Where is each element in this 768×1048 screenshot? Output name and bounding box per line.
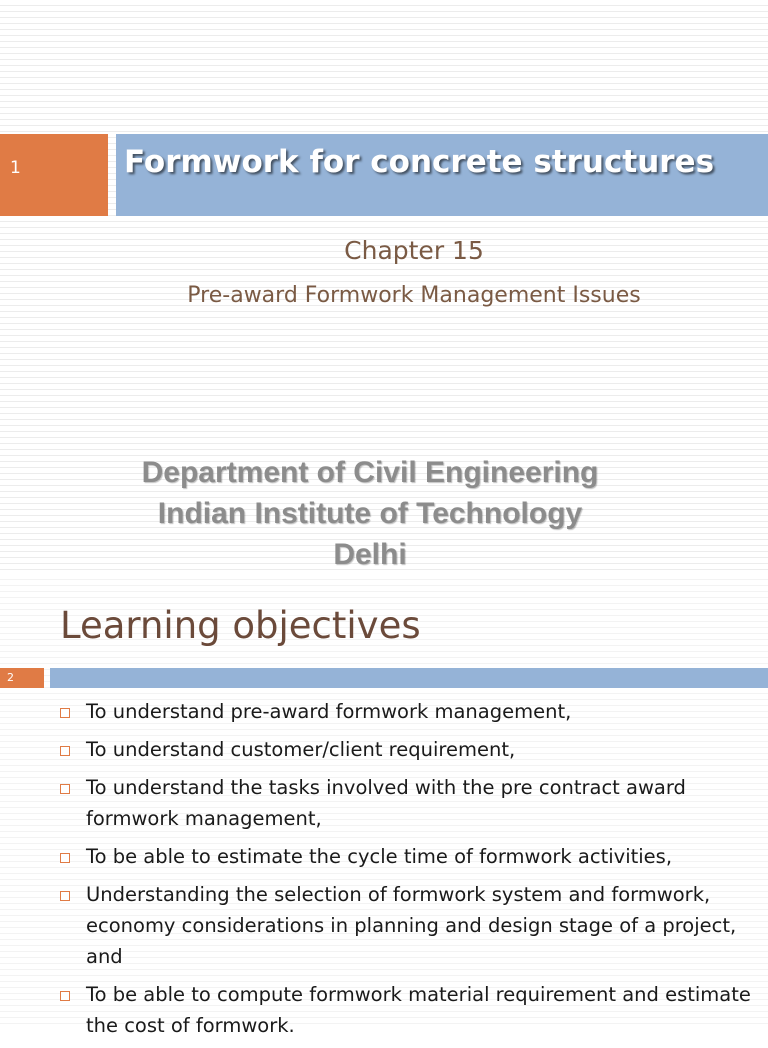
list-item-text: Understanding the selection of formwork system and formwork, economy considerations in planning and design stage of a project, and xyxy=(86,883,737,968)
list-item xyxy=(60,734,760,765)
list-item xyxy=(60,841,760,872)
institute-line: Indian Institute of Technology xyxy=(157,497,583,530)
hollow-square-icon xyxy=(60,891,70,901)
slide-number: 1 xyxy=(10,158,21,178)
objectives-list xyxy=(60,696,760,1048)
title-bar xyxy=(50,668,768,688)
hollow-square-icon xyxy=(60,853,70,863)
slide-title: Formwork for concrete structures xyxy=(124,144,715,180)
slide-number: 2 xyxy=(7,671,14,684)
chapter-label: Chapter 15 xyxy=(344,236,484,265)
hollow-square-icon xyxy=(60,708,70,718)
slide-subtitle: Pre-award Formwork Management Issues xyxy=(187,283,641,308)
list-item-text: To understand the tasks involved with the pre contract award formwork management, xyxy=(86,776,686,830)
list-item xyxy=(60,696,760,727)
department-line: Department of Civil Engineering xyxy=(141,456,599,489)
list-item xyxy=(60,979,760,1041)
city-line: Delhi xyxy=(333,538,407,571)
hollow-square-icon xyxy=(60,991,70,1001)
list-item xyxy=(60,879,760,972)
learning-objectives-title: Learning objectives xyxy=(60,604,421,647)
list-item-text: To be able to compute formwork material requirement and estimate the cost of formwork. xyxy=(86,983,751,1037)
hollow-square-icon xyxy=(60,784,70,794)
hollow-square-icon xyxy=(60,746,70,756)
list-item-text: To be able to estimate the cycle time of formwork activities, xyxy=(86,845,673,868)
list-item-text: To understand pre-award formwork management, xyxy=(86,700,572,723)
list-item xyxy=(60,772,760,834)
list-item-text: To understand customer/client requirement, xyxy=(86,738,516,761)
